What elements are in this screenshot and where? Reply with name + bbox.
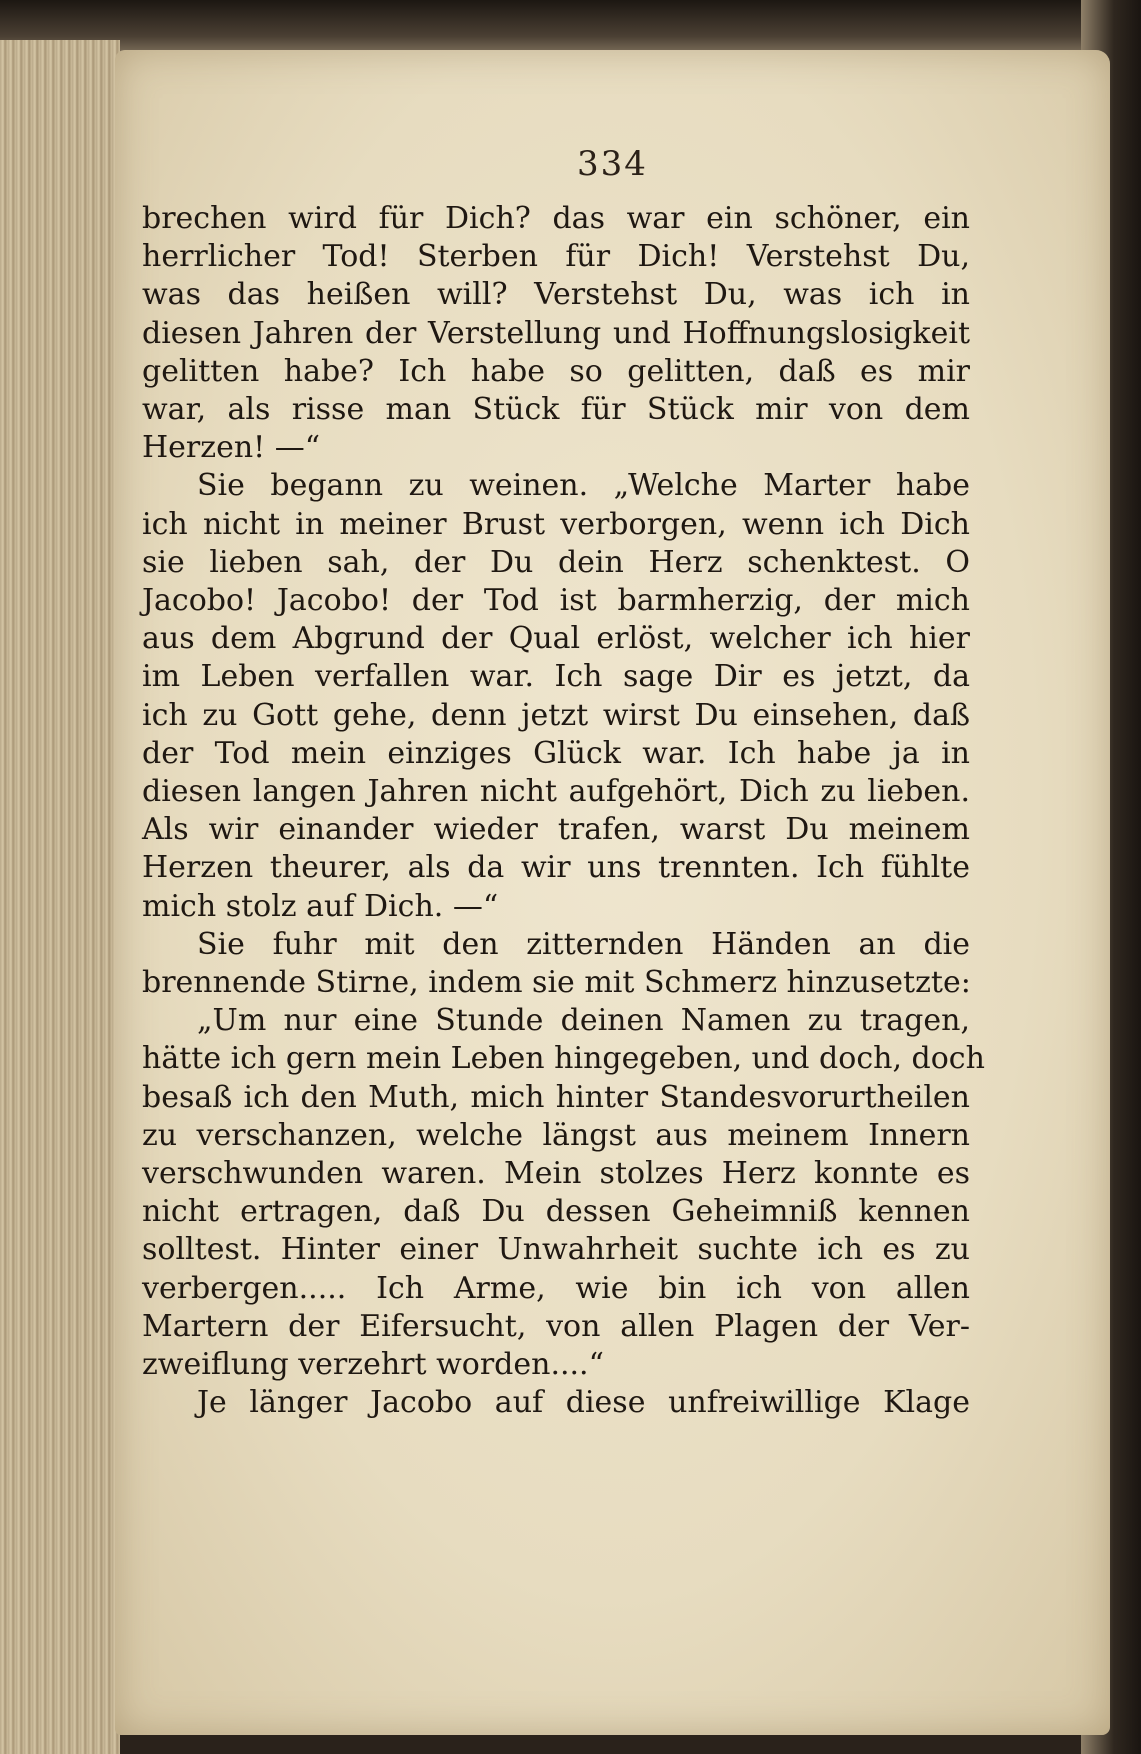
- text-line: herrlicher Tod! Sterben für Dich! Verstehst Du,: [142, 239, 970, 275]
- text-line: Als wir einander wieder trafen, warst Du meinem: [142, 812, 970, 848]
- text-line: war, als risse man Stück für Stück mir von dem: [142, 392, 970, 428]
- text-line: Jacobo! Jacobo! der Tod ist barmherzig, der mich: [142, 583, 970, 619]
- text-line: brechen wird für Dich? das war ein schöner, ein: [142, 201, 970, 236]
- text-line: Martern der Eifersucht, von allen Plagen der Ver-: [142, 1308, 970, 1344]
- text-line: nicht ertragen, daß Du dessen Geheimniß kennen: [142, 1194, 970, 1230]
- text-line: zweiflung verzehrt worden....“: [142, 1347, 604, 1383]
- text-line: „Um nur eine Stunde deinen Namen zu tragen,: [197, 1003, 970, 1039]
- page-number: 334: [577, 144, 648, 184]
- text-line: brennende Stirne, indem sie mit Schmerz hinzusetzte:: [142, 965, 971, 1001]
- text-line: was das heißen will? Verstehst Du, was ich in: [142, 277, 970, 313]
- text-line: mich stolz auf Dich. —“: [142, 888, 499, 924]
- text-line: Herzen! —“: [142, 430, 321, 466]
- text-line: sie lieben sah, der Du dein Herz schenktest. O: [142, 544, 970, 580]
- body-text: [142, 200, 985, 1423]
- text-line: Sie fuhr mit den zitternden Händen an die: [197, 926, 970, 962]
- text-line: hätte ich gern mein Leben hingegeben, und doch, doch: [142, 1041, 985, 1077]
- text-line: der Tod mein einziges Glück war. Ich habe ja in: [142, 735, 970, 771]
- text-line: ich nicht in meiner Brust verborgen, wenn ich Dich: [142, 506, 970, 542]
- text-line: besaß ich den Muth, mich hinter Standesvorurtheilen: [142, 1079, 970, 1115]
- text-line: Sie begann zu weinen. „Welche Marter habe: [197, 468, 970, 504]
- text-line: ich zu Gott gehe, denn jetzt wirst Du einsehen, daß: [142, 697, 970, 733]
- text-line: Herzen theurer, als da wir uns trennten. Ich fühlte: [142, 850, 970, 886]
- text-line: gelitten habe? Ich habe so gelitten, daß es mir: [142, 353, 970, 389]
- text-line: verschwunden waren. Mein stolzes Herz konnte es: [142, 1156, 970, 1192]
- text-line: zu verschanzen, welche längst aus meinem Innern: [142, 1117, 970, 1153]
- text-line: Je länger Jacobo auf diese unfreiwillige Klage: [197, 1385, 970, 1421]
- book-page-edges: [0, 40, 120, 1754]
- text-line: diesen langen Jahren nicht aufgehört, Dich zu lieben.: [142, 774, 970, 810]
- text-line: diesen Jahren der Verstellung und Hoffnungslosigkeit: [142, 315, 970, 351]
- text-line: solltest. Hinter einer Unwahrheit suchte ich es zu: [142, 1232, 970, 1268]
- text-line: verbergen..... Ich Arme, wie bin ich von allen: [142, 1270, 970, 1306]
- text-line: aus dem Abgrund der Qual erlöst, welcher ich hier: [142, 621, 970, 657]
- text-line: im Leben verfallen war. Ich sage Dir es jetzt, da: [142, 659, 970, 695]
